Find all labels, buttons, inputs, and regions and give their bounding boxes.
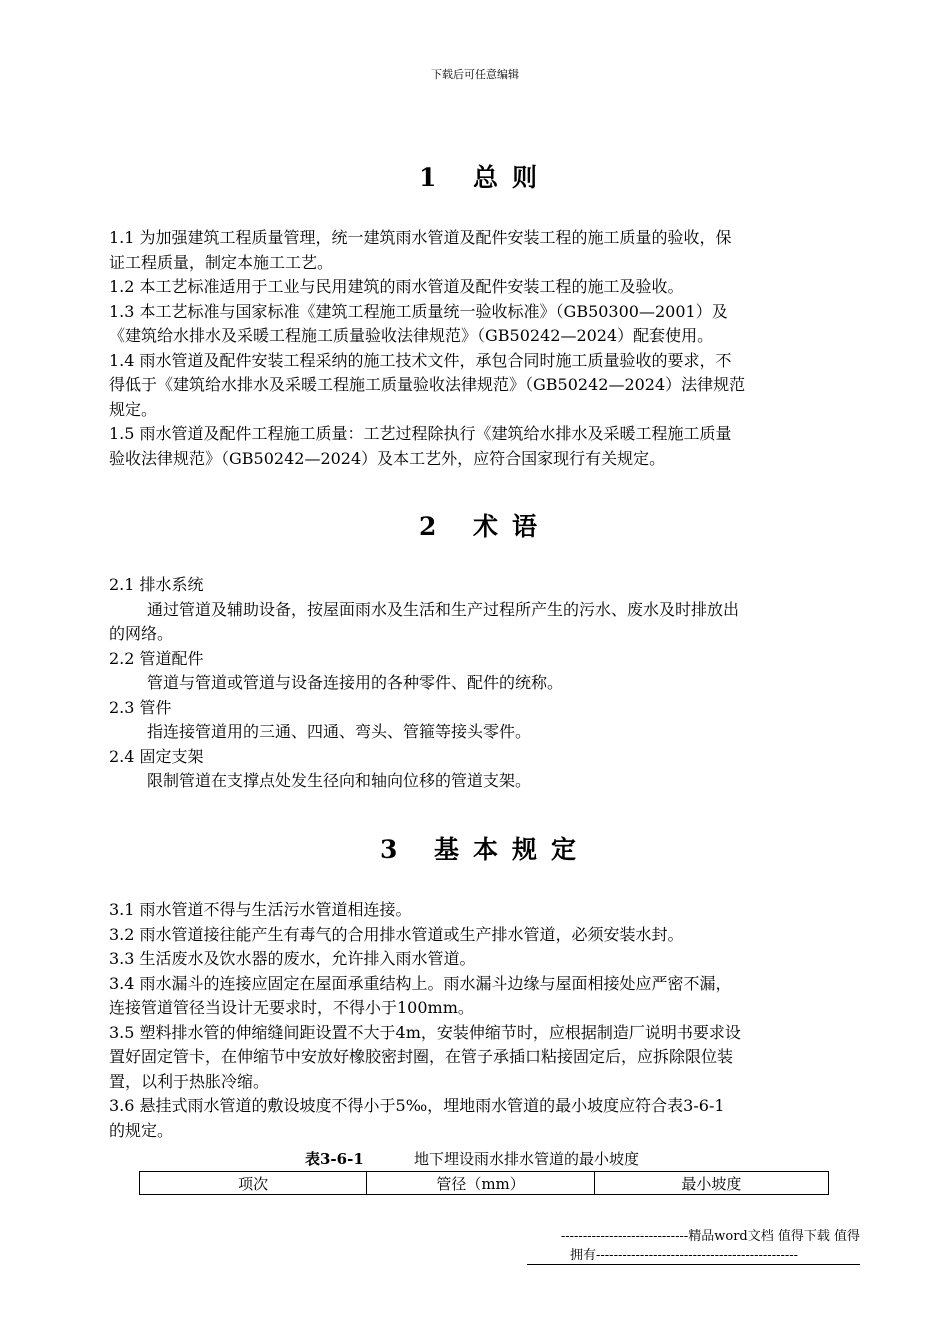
term-definition: 指连接管道用的三通、四通、弯头、管箍等接头零件。 <box>147 722 532 741</box>
term-title: 2.1 排水系统 <box>109 575 204 594</box>
para-line: 1.2 本工艺标准适用于工业与民用建筑的雨水管道及配件安装工程的施工及验收。 <box>109 277 684 296</box>
table-title: 地下埋设雨水排水管道的最小坡度 <box>414 1150 640 1168</box>
term-definition: 管道与管道或管道与设备连接用的各种零件、配件的统称。 <box>147 673 564 692</box>
para-line: 证工程质量，制定本施工工艺。 <box>109 252 334 272</box>
page-header: 下载后可任意编辑 <box>431 68 519 81</box>
para-line: 得低于《建筑给水排水及采暖工程施工质量验收法律规范》（GB50242—2024）法律规范 <box>109 375 746 394</box>
term-title: 2.4 固定支架 <box>109 746 204 766</box>
section-3-body <box>109 898 861 1143</box>
para-line: 的规定。 <box>109 1120 174 1140</box>
table-header-cell: 最小坡度 <box>594 1172 828 1195</box>
para-line: 3.6 悬挂式雨水管道的敷设坡度不得小于5‰，埋地雨水管道的最小坡度应符合表3-6-1 <box>109 1096 725 1115</box>
page-footer <box>530 1227 860 1265</box>
para-line: 验收法律规范》（GB50242—2024）及本工艺外，应符合国家现行有关规定。 <box>109 448 666 468</box>
para-line: 1.3 本工艺标准与国家标准《建筑工程施工质量统一验收标准》（GB50300—2001）及 <box>109 301 728 321</box>
para-line: 3.3 生活废水及饮水器的废水，允许排入雨水管道。 <box>109 949 476 968</box>
para-line: 3.5 塑料排水管的伸缩缝间距设置不大于4m，安装伸缩节时，应根据制造厂说明书要求设 <box>109 1022 741 1042</box>
term-definition: 通过管道及辅助设备，按屋面雨水及生活和生产过程所产生的污水、废水及时排放出 <box>147 599 740 619</box>
section-heading-2: 2 术语 <box>418 512 552 541</box>
section-2-body <box>109 573 861 794</box>
footer-divider <box>527 1264 860 1265</box>
term-definition: 的网络。 <box>109 624 174 643</box>
table-number: 表3-6-1 <box>305 1150 364 1168</box>
footer-line: 拥有---------------------------------------------- <box>570 1248 799 1263</box>
table-header-cell: 管径（mm） <box>367 1172 594 1195</box>
para-line: 3.4 雨水漏斗的连接应固定在屋面承重结构上。雨水漏斗边缘与屋面相接处应严密不漏， <box>109 973 732 993</box>
term-definition: 限制管道在支撑点处发生径向和轴向位移的管道支架。 <box>147 771 532 790</box>
section-heading-1: 1 总则 <box>418 163 552 192</box>
para-line: 3.1 雨水管道不得与生活污水管道相连接。 <box>109 900 412 919</box>
para-line: 3.2 雨水管道接往能产生有毒气的合用排水管道或生产排水管道，必须安装水封。 <box>109 924 684 944</box>
slope-table <box>139 1171 829 1195</box>
para-line: 1.1 为加强建筑工程质量管理，统一建筑雨水管道及配件安装工程的施工质量的验收，保 <box>109 228 732 247</box>
section-heading-3: 3 基本规定 <box>379 835 591 864</box>
para-line: 置，以利于热胀冷缩。 <box>109 1071 270 1091</box>
section-1-body <box>109 226 861 471</box>
term-title: 2.3 管件 <box>109 697 172 717</box>
table-header-row <box>140 1172 829 1195</box>
para-line: 规定。 <box>109 399 158 419</box>
footer-line: -----------------------------精品word文档 值得下载 值得 <box>560 1229 860 1244</box>
para-line: 连接管道管径当设计无要求时，不得小于100mm。 <box>109 998 474 1017</box>
para-line: 置好固定管卡，在伸缩节中安放好橡胶密封圈，在管子承插口粘接固定后，应拆除限位装 <box>109 1047 734 1066</box>
para-line: 1.4 雨水管道及配件安装工程采纳的施工技术文件，承包合同时施工质量验收的要求，不 <box>109 350 732 370</box>
para-line: 1.5 雨水管道及配件工程施工质量：工艺过程除执行《建筑给水排水及采暖工程施工质量 <box>109 424 732 443</box>
term-title: 2.2 管道配件 <box>109 648 204 668</box>
para-line: 《建筑给水排水及采暖工程施工质量验收法律规范》（GB50242—2024）配套使用。 <box>109 326 714 345</box>
table-header-cell: 项次 <box>140 1172 367 1195</box>
